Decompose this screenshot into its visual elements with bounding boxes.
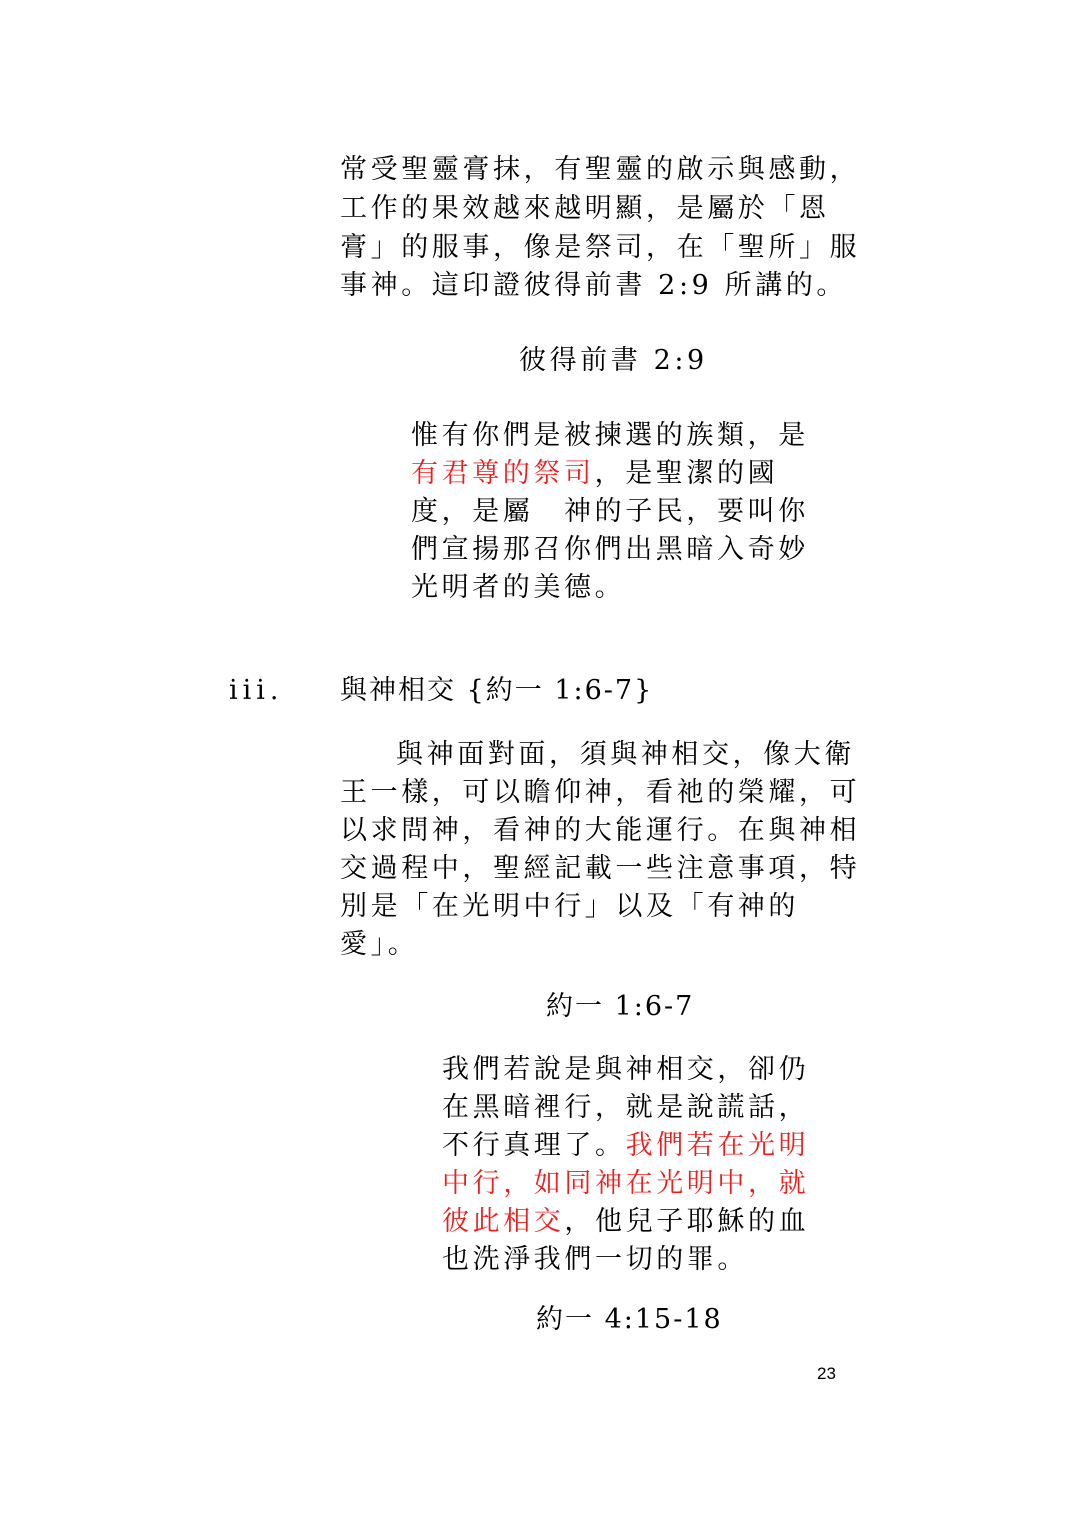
quote2-line: 也洗淨我們一切的罪。 [442,1244,748,1275]
scripture-reference: 約一 1:6-7 [546,991,695,1022]
highlighted-text: 我們若在光明 [625,1130,810,1161]
quote2-line [442,1128,809,1164]
highlighted-text: 有君尊的祭司 [411,458,595,489]
quote-text: ，是聖潔的國 [594,458,779,489]
para1-line: 常受聖靈膏抹，有聖靈的啟示與感動， [340,154,861,185]
section-number: iii. [229,675,284,706]
highlighted-text: 彼此相交 [442,1206,565,1237]
para2-line: 王一樣，可以瞻仰神，看祂的榮耀，可 [340,777,861,808]
para1-line: 工作的果效越來越明顯，是屬於「恩 [340,193,830,224]
para2-line: 別是「在光明中行」以及「有神的 [340,891,799,922]
para2-line: 交過程中，聖經記載一些注意事項，特 [340,853,861,884]
quote2-line: 中行，如同神在光明中，就 [442,1168,810,1199]
quote1-line: 惟有你們是被揀選的族類，是 [411,420,809,451]
section-title: 與神相交 {約一 1:6-7} [340,675,654,706]
scripture-reference: 約一 4:15-18 [536,1304,723,1335]
para2-line: 愛」。 [340,929,419,960]
quote2-line [442,1204,809,1240]
scripture-reference: 彼得前書 2:9 [519,345,708,376]
para2-line: 與神面對面，須與神相交，像大衛 [396,739,855,770]
quote1-line: 們宣揚那召你們出黑暗入奇妙 [411,534,809,565]
quote2-line: 在黑暗裡行，就是說謊話， [442,1092,810,1123]
para2-line: 以求問神，看神的大能運行。在與神相 [340,815,861,846]
quote1-line: 度，是屬 神的子民，要叫你 [411,496,809,527]
quote1-line [411,456,778,492]
quote-text: 不行真理了。 [442,1130,626,1161]
para1-line: 事神。這印證彼得前書 2:9 所講的。 [340,270,848,301]
para1-line: 膏」的服事，像是祭司，在「聖所」服 [340,232,861,263]
quote-text: ，他兒子耶穌的血 [564,1206,810,1237]
quote2-line: 我們若說是與神相交，卻仍 [442,1054,810,1085]
page-number: 23 [817,1364,836,1383]
quote1-line: 光明者的美德。 [411,572,626,603]
